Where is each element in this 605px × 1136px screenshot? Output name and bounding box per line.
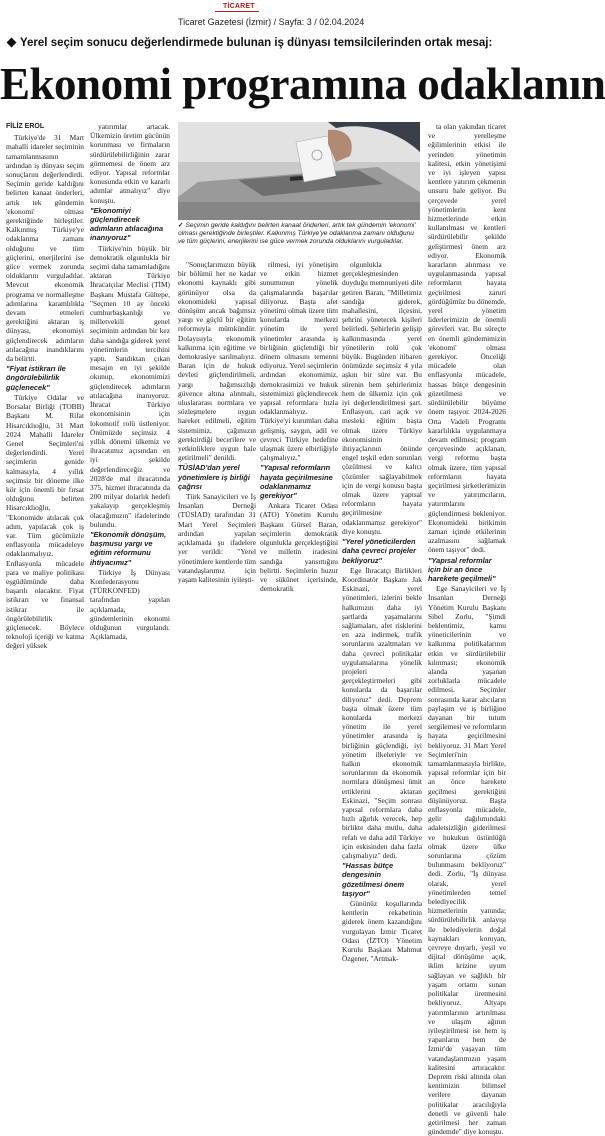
ballot-box-photo [178, 122, 420, 220]
article-column-1 [6, 122, 84, 798]
subheading: TÜSİAD'dan yerel yönetimlere iş birliği çağrısı [178, 463, 250, 491]
caption-text: Seçimin geride kaldığını belirten kanaat önderleri, artık tek gündemin 'ekonomi' olması gerektiğinde birleştiler. Kalkınmış Türkiye'ye odaklanma zamanı olduğunu ve tüm güçlerini, enerjilerini ise güce vermek zorunda olduklarını vurguladılar. [178, 222, 416, 245]
paragraph: Ankara Ticaret Odası (ATO) Yönetim Kurulu Başkanı Gürsel Baran, seçimlerin demokratik olgunlukla gerçekleştiğini ve milletin iradesini sandığa yansıttığını belirtti. Seçimlerin huzur ve sükûnet içerisinde, demokratik [260, 501, 338, 594]
subheading: "Yapısal reformlar için bir an önce harekete geçilmeli" [428, 555, 496, 583]
article-column-2 [90, 122, 170, 798]
subheading: "Hassas bütçe dengesinin gözetilmesi önem taşıyor" [342, 861, 405, 898]
paragraph: Türk Sanayicileri ve İş İnsanları Derneği (TÜSİAD) tarafından 31 Mart Yerel Seçimleri ardından yapılan açıklamada şu ifadelere yer verildi: "Yerel yönetimlere kentlerde tüm vatandaşlarımız için yaşam kalitesinin iyileşti- [178, 492, 256, 584]
check-mark-icon: ✓ [178, 222, 184, 229]
newspaper-logo: TİCARET [223, 3, 255, 10]
paragraph: Türkiye İş Dünyası Konfederasyonu (TÜRKONFED) tarafından yapılan açıklamada, gündemlerinin ekonomi olduğunun vurgulandı. Açıklamada, [90, 567, 170, 642]
ballot-box-illustration [178, 122, 420, 220]
paragraph: Ege Sanayicileri ve İş İnsanları Derneği Yönetim Kurulu Başkanı Sibel Zorlu, "Şimdi beklentimiz, kamu yöneticilerinin ve kalkınma politikalarının etkin ve sürdürülebilir kılınması; ekonomik alanda yaşanan zorluklarla mücadele edilmesi. Seçimler sonrasında karar alıcıların paylaşım ve iş birliğine dayanan bir tutum sergilemesi ve reformların hayata geçirilmesini bekliyoruz. 31 Mart Yerel Seçimleri'nin tamamlanmasıyla birlikte, yapısal reformlar için bir an önce harekete geçilmesi gerektiğini düşünüyoruz. Başta enflasyonla mücadele, gelir dağılımındaki adaletsizliğin giderilmesi ve hukukun üstünlüğü olmak üzere ülke sorunlarına çözüm bulunmasını bekliyoruz" dedi. Zorlu, "İş dünyası olarak, yerel yönetimlerden temel belediyecilik hizmetlerinin yanında; sürdürülebilirlik anlayışı ile belediyelerin doğal kaynakları koruyan, çevreye duyarlı, yeşil ve dijital dönüşüme açık, iklim krizine uyum sağlayan ve sağlıklı bir yaşam ortamı sunan politikalar üretmesini bekliyoruz. Altyapı yatırımlarının artırılması ve ulaşım ağının iyileştirilmesi ise hem iş yapanların hem de İzmir'de yaşayan tüm vatandaşlarımızın yaşam kalitesini artıracaktır. Deprem riski altında olan kentimizin bilimsel verilere dayanan politikalar aracılığıyla denetli ve güvenli hale getirilmesi her zaman gündemde" diye konuştu. [428, 584, 506, 1136]
article-column-3 [178, 260, 256, 798]
paragraph: Türkiye'de 31 Mart mahalli idareler seçiminin tamamlanmasının ardından iş dünyası seçim sonuçlarını değerlendirdi. Seçimin geride kaldığını belirten kanaat önderleri, artık tek gündemin 'ekonomi' olması gerektiğinde birleştiler. Kalkınmış Türkiye'ye odaklanma zamanı olduğunu ve tüm güçlerini, enerjilerini ise güce vermek zorunda olduklarını vurguladılar. Mevcut ekonomik programa ve normalleşme adımlarına karamlılıkla devam etmeleri gerektiğini aktaran iş dünyası, ekonomiyi güçlendirecek adımların atılacağına inandıklarını da belirtti. [6, 133, 84, 364]
paragraph: Gününüz koşullarında kentlerin rekabetinin giderek önem kazandığını vurgulayan İzmir Ticaret Odası (İZTO) Yönetim Kurulu Başkanı Mahmut Özgener, "Artmak- [342, 899, 422, 964]
subheading: "Ekonomik dönüşüm, başmusu yargı ve eğitim reformunu ihtiyacımız" [90, 529, 167, 567]
paragraph: Türkiye Odalar ve Borsalar Birliği (TOBB) Başkanı M. Rifat Hisarcıklıoğlu, 31 Mart 2024 Mahalli İdareler Genel Seçimleri'ni değerlendirdi. Yerel seçimlerin genide kalmasıyla, 4 yıllık seçimsiz bir döneme ilke kör için önemli bir fırsat olduğunu belirten Hisarcıklıoğlu, "Ekonomide atılacak çok adım, yapılacak çok iş var. Tüm gücümüzle enflasyonla mücadeleye odaklanmalıyız. Enflasyonla mücadele para ve maliye politikası eşgüdümünde daha başarılı olacaktır. Fiyat istikrarı ve finansal istikrar ile öngörülebilirlik güçlenecek. Böylece teknoloji içeriği ve katma değeri yüksek [6, 392, 84, 651]
kicker-text: Yerel seçim sonucu değerlendirmede bulunan iş dünyası temsilcilerinden ortak mesaj: [20, 37, 493, 49]
paragraph: "Sonuçlarımızın büyük bir bölümü her ne kadar ekonomi kaynaklı gibi görünüyor olsa da ekonomideki yapısal dönüşüm ancak bağımsız yargı ve güçlü bir eğitim reformuyla mümkündür. Dolayısıyla ekonomik kalkınma için eğitime ve demokrasiye sarılmalıyız. Baran için de hukuk devleti güçlendirilmeli, yargı bağımsızlığı güvence altına alınmalı, uluslararası normlara ve sözleşmelere uygun hareket edilmeli, eğitim sistemimiz, çağımızın gerektirdiği becerilere ve yetkinliklere uygun hale getirilmeli" denildi. [178, 260, 256, 463]
paragraph: Ege İhracatçı Birlikleri Koordinatör Başkanı Jak Eskinazi, yerel yönetimleri, izlerini bekle halkımızın daha iyi şartlarda yaşamalarını sağlamaları, afet risklerini en aza indirmek, trafik sorunlarını azaltmaları ve daha çevreci politikalar uygulamalarına yönelik projeleri gerçekleştirmeleri gibi konularda da başarılar diliyoruz" dedi. Deprem başta olmak üzere tüm konularda merkezi yönetim ile yerel yönetimler arasında iş birliğinin güçlendiği, iyi yönetim ilkeleriyle ve halkın ekonomik sorunlarının da ekonomik normlara dönüşmesi ümit ettiklerini aktaran Eskinazi, "Seçim sonrası yapısal reformlara daha hızlı ağırlık verecek, hep birlikte daha mutlu, daha refah ve daha adil Türkiye için eskisinden daha fazla çalışmalıyız" dedi. [342, 565, 422, 860]
paragraph: ta olan yakından ticaret ve yerelleşme eğilimlerinin etkisi ile yerinden yönetimin kalitesi, etkin yönetişimi ve iyi işleyen yapısı kentlere yatırım çekmenin unsuru hale geliyor. Bu çerçevede yerel yönetimlerin kent hizmetlerinde etkin kullanılması ve kentleri sürdürülebilir şekilde geliştirmesi önem arz ediyor. Ekonomik kararların alınması ve uygulanmasında yapısal reformların hayata geçirilmesi zaruri gördüğümüz bu dönemde, yerel yönetim liderlerimizin de önemli görevleri var. Bu süreçte en önemli gündemimizin 'ekonomi' olması gerekiyor. Önceliği mücadele olan enflasyonla mücadele, hassas bütçe dengesinin gözetilmesi ve sürdürülebilir büyüme önem taşıyor. 2024-2026 Orta Vadeli Programı kararlılıkla uygulanmaya devam edilmesi; program çerçevesinde açıklanan, vergi reformu başta olmak üzere, tüm yapısal reformların hayata geçirilmesi şirketlerimizin ve yatırımcıların, yatırımlarını güçlendirmesi bekleniyor. Ekonomideki birikimin zaman içinde etkilerinin azalmasını sağlamak önem taşıyor" dedi. [428, 122, 506, 555]
diamond-bullet-icon [7, 38, 17, 48]
subheading: "Ekonomiyi güçlendirecek adımların atılacağına inanıyoruz" [90, 205, 164, 243]
subheading: "Fiyat istikrarı ile öngörülebilirlik güçlenecek" [6, 364, 66, 392]
logo-rule [215, 11, 259, 12]
byline: FİLİZ EROL [6, 123, 45, 130]
article-column-4 [260, 260, 338, 798]
subheading: "Yerel yöneticilerden daha çevreci projeler bekliyoruz" [342, 537, 416, 565]
paragraph: yatırımlar artacak. Ülkemizin üretim gücünün korunması ve firmaların sürdürülebilirliğinin zarar görmemesi de önem arz ediyor. Yapısal reformlar konusunda etkin ve kararlı adımlar atmalıyız" diye konuştu. [90, 122, 170, 205]
paragraph: rilmesi, iyi yönetişim ve etkin hizmet sunumunun yönelik çalışmalarında başarılar diliyoruz. Başta afet yönetimi olmak üzere tüm konularda merkezi yönetim ile yerel yönetimler arasında iş birliğinin güçlendiği bir dönem olmasını temenni ediyoruz. Yerel seçimlerin ardından ekonomimiz, demokrasimizi ve hukuk sistemimizi güçlendirecek yapısal reformlara hızla odaklanmalıyız. Türkiye'yi kurumları daha gelişmiş, saygın, adil ve çevreci Türkiye hedefine ulaşmak üzere elbirliğiyle çalışmalıyız." [260, 260, 338, 463]
subheading: "Yapısal reformların hayata geçirilmesine odaklanmamız gerekiyor" [260, 463, 333, 501]
paragraph: olgunlukla gerçekleşmesinden duyduğu memnuniyeti dile getiren Baran, "Milletimiz sandığa giderek, mahallesini, ilçesini, şehrini yönetecek kişileri belirledi. Şehirlerin gelişip kalkınmasında yerel yönetilerin rolü çok büyük. Bugünden itibaren önümüzde seçimsiz 4 yıla aşkın bir süre var. Bu sürenin hem şehirlerimiz hem de ülkemiz için çok iyi değerlendirilmesi şart. Enflasyon, cari açık ve mesleki eğitim başta olmak üzere Türkiye ekonomisinin ihtiyaçlarının önünde engel teşkil eden sorunları çözülmesi ve kalıcı çözümler sağlayabilmek için de vergi konusu başta olmak üzere yapısal reformların hayata geçirilmesine odaklanmamız gerekiyor" diye konuştu. [342, 260, 422, 536]
photo-caption [178, 222, 420, 246]
page-header [0, 0, 511, 30]
kicker-line [6, 37, 506, 49]
headline: Ekonomi programına odaklanın [0, 59, 605, 109]
article-column-6 [428, 122, 506, 1136]
page-meta: Ticaret Gazetesi (İzmir) / Sayfa: 3 / 02.04.2024 [178, 17, 365, 27]
paragraph: Türkiye'nin büyük bir demokratik olgunlukla bir seçimi daha tamamladığını aktaran Türkiye İhracatçılar Meclisi (TİM) Başkanı Mustafa Gültepe, "Seçmen 10 ay önceki cumhurbaşkanlığı ve milletvekili genel seçiminin ardından bir kez daha sandığa giderek yerel yönetimlerin tercihini yaptı. Sandıktan çıkan mesajın en iyi şekilde okunup, ekonomimizi güçlendirecek adımların atılacağına inanıyoruz. İhracat Türkiye ekonomisinin için lokomotif rolü üstleniyor. Önümüzde seçimsiz 4 yıllık dönemi ülkemiz ve ihracatımız açısından en iyi şekilde değerlendireceğiz ve 2028'de mal ihracatında 375, hizmet ihracatında da 200 milyar dolarlık hedefi yakalayıp gerçekleşmiş olacağımızın" ifadelerinde bulundu. [90, 243, 170, 529]
article-column-5 [342, 260, 422, 964]
